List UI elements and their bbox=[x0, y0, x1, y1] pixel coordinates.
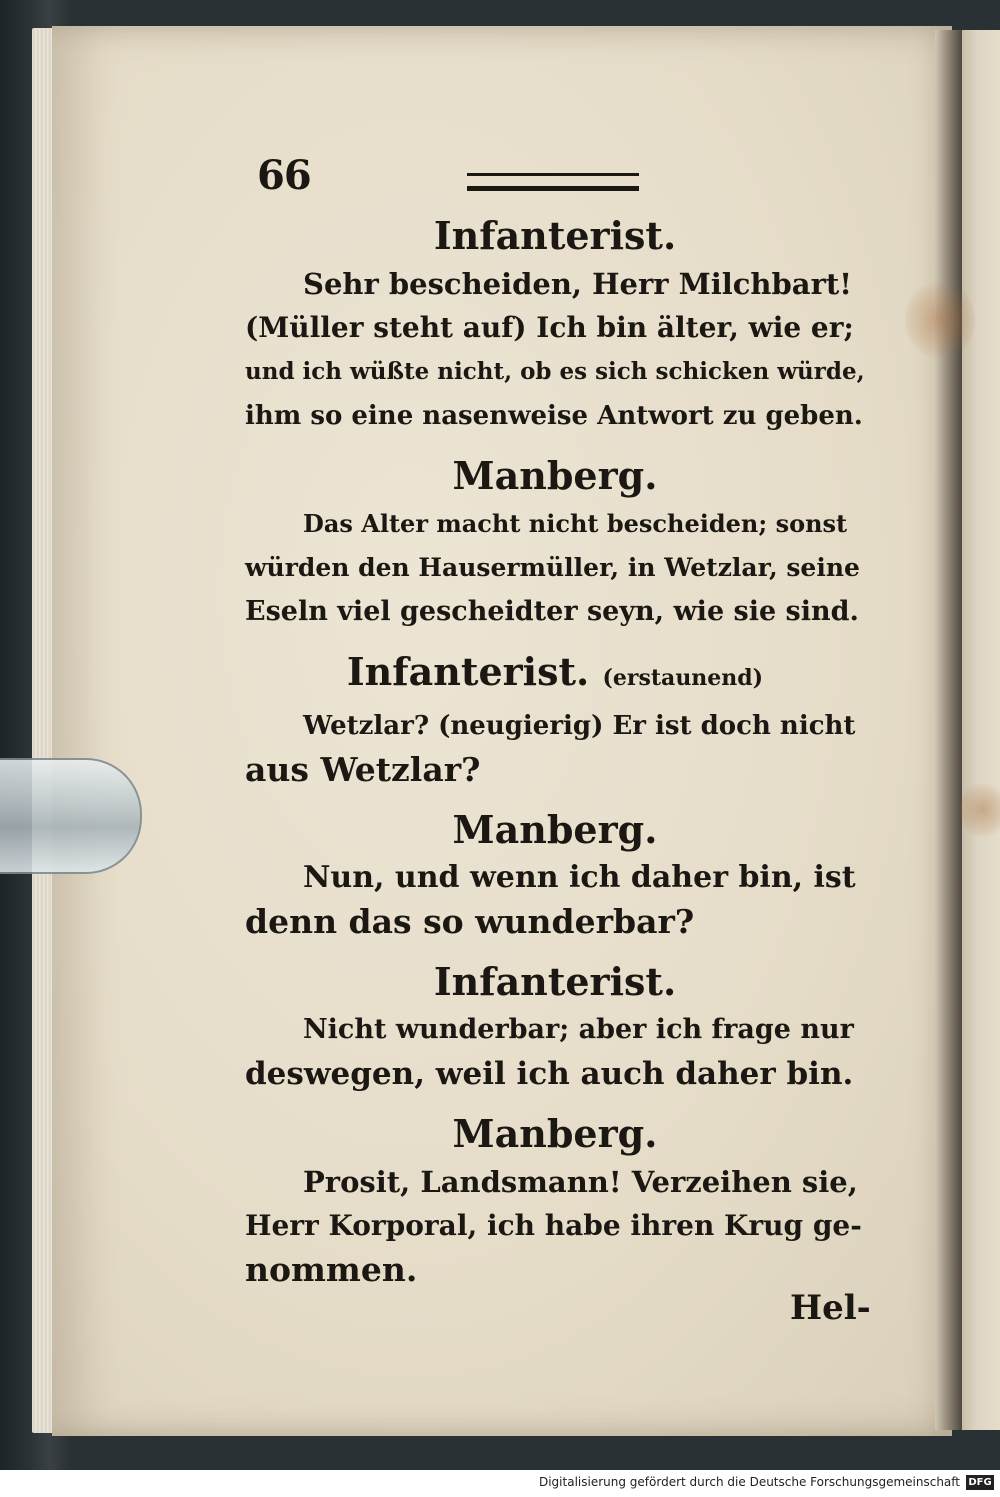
speaker-name bbox=[245, 956, 865, 1008]
speaker-label: Manberg. bbox=[452, 453, 658, 498]
speech-line: Prosit, Landsmann! Verzeihen sie, bbox=[303, 1165, 858, 1199]
page-text bbox=[245, 150, 865, 1304]
speaker-label: Infanterist. bbox=[433, 959, 677, 1004]
speech-line: aus Wetzlar? bbox=[245, 750, 481, 789]
speech-block bbox=[245, 1160, 865, 1292]
running-header bbox=[245, 150, 865, 210]
speech-line: Wetzlar? (neugierig) Er ist doch nicht bbox=[303, 711, 856, 741]
speaker-name bbox=[245, 210, 865, 262]
digitization-footer bbox=[0, 1470, 1000, 1497]
book-gutter bbox=[935, 30, 965, 1430]
speech-line: würden den Hausermüller, in Wetzlar, seine bbox=[245, 553, 860, 582]
speech-line: Nun, und wenn ich daher bin, ist bbox=[303, 860, 856, 895]
speaker-name bbox=[245, 1108, 865, 1160]
header-rule bbox=[467, 173, 639, 191]
speech-block bbox=[245, 502, 865, 634]
speaker-name bbox=[245, 646, 865, 704]
page-clip bbox=[0, 758, 142, 874]
speech-block bbox=[245, 1008, 865, 1096]
dfg-logo: DFG bbox=[966, 1475, 994, 1490]
speech-line: Das Alter macht nicht bescheiden; sonst bbox=[303, 509, 848, 538]
catchword: Hel- bbox=[790, 1288, 871, 1328]
dialogue bbox=[245, 210, 865, 1292]
speaker-label: Manberg. bbox=[452, 807, 658, 852]
footer-credit: Digitalisierung gefördert durch die Deutsche Forschungsgemeinschaft bbox=[538, 1475, 960, 1489]
facing-page-edge bbox=[962, 30, 1000, 1430]
speech-line: Eseln viel gescheidter seyn, wie sie sind. bbox=[245, 596, 859, 627]
speaker-label: Infanterist. bbox=[346, 649, 590, 694]
speech-block bbox=[245, 262, 865, 438]
speech-line: Herr Korporal, ich habe ihren Krug ge- bbox=[245, 1209, 862, 1242]
speech-line: Nicht wunderbar; aber ich frage nur bbox=[303, 1014, 854, 1045]
speaker-label: Manberg. bbox=[452, 1111, 658, 1156]
speech-line: ihm so eine nasenweise Antwort zu geben. bbox=[245, 401, 863, 431]
speaker-label: Infanterist. bbox=[433, 213, 677, 258]
speech-line: nommen. bbox=[245, 1250, 418, 1289]
paper-stain bbox=[960, 780, 1000, 840]
speaker-name bbox=[245, 450, 865, 502]
stage-direction: (erstaunend) bbox=[602, 665, 764, 691]
speech-line: (Müller steht auf) Ich bin älter, wie er; bbox=[245, 311, 854, 344]
speech-line: deswegen, weil ich auch daher bin. bbox=[245, 1056, 854, 1092]
speech-line: denn das so wunderbar? bbox=[245, 902, 695, 941]
page-number: 66 bbox=[257, 152, 311, 199]
speech-line: Sehr bescheiden, Herr Milchbart! bbox=[303, 267, 852, 301]
paper-stain bbox=[905, 280, 975, 360]
speaker-name bbox=[245, 804, 865, 856]
speech-block bbox=[245, 704, 865, 792]
speech-line: und ich wüßte nicht, ob es sich schicken würde, bbox=[245, 358, 865, 385]
speech-block bbox=[245, 856, 865, 944]
